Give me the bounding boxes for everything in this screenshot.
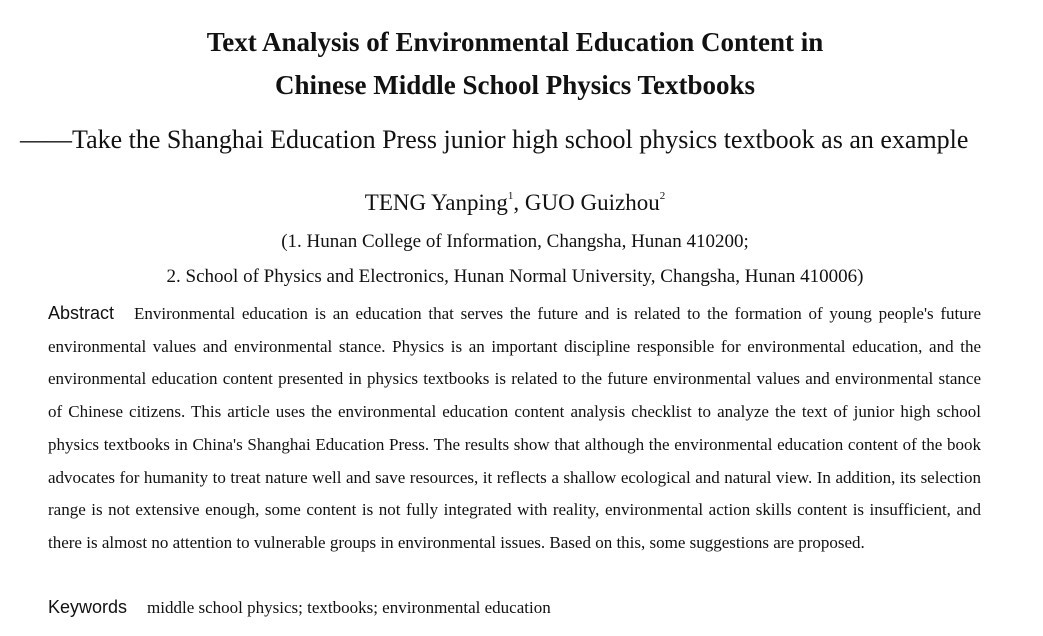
keywords-section xyxy=(48,591,981,624)
affiliation-marker: 2 xyxy=(659,190,666,202)
paper-subtitle: ——Take the Shanghai Education Press junior high school physics textbook as an example xyxy=(20,125,969,154)
keywords-label: Keywords xyxy=(48,597,128,617)
author-list xyxy=(0,185,1030,221)
author-name: TENG Yanping xyxy=(364,190,508,215)
title-line-1: Text Analysis of Environmental Education Content in xyxy=(206,27,824,57)
keywords-text: middle school physics; textbooks; environmental education xyxy=(147,598,551,617)
author-name: GUO Guizhou xyxy=(524,190,660,215)
title-line-2: Chinese Middle School Physics Textbooks xyxy=(274,70,756,100)
author-separator: , xyxy=(513,190,525,215)
affiliation-marker: 1 xyxy=(507,190,514,202)
abstract-text: Environmental education is an education that serves the future and is related to the formation of young people's future environmental values and environmental stance. Physics is an important discipline responsible for environmental education, and the environmental education content presented in physics textbooks is related to the future environmental values and environmental stance of Chinese citizens. This article uses the environmental education content analysis checklist to analyze the text of junior high school physics textbooks in China's Shanghai Education Press. The results show that although the environmental education content of the book advocates for humanity to treat nature well and save resources, it reflects a shallow ecological and natural view. In addition, its selection range is not extensive enough, some content is not fully integrated with reality, environmental action skills content is insufficient, and there is almost no attention to vulnerable groups in environmental issues. Based on this, some suggestions are proposed. xyxy=(48,304,981,552)
affiliation-line: 2. School of Physics and Electronics, Hunan Normal University, Changsha, Hunan 410006) xyxy=(166,266,864,287)
abstract-label: Abstract xyxy=(48,303,115,323)
paper-title xyxy=(0,21,1030,107)
affiliation-line: (1. Hunan College of Information, Changsha, Hunan 410200; xyxy=(281,231,749,252)
abstract-section xyxy=(48,297,981,560)
